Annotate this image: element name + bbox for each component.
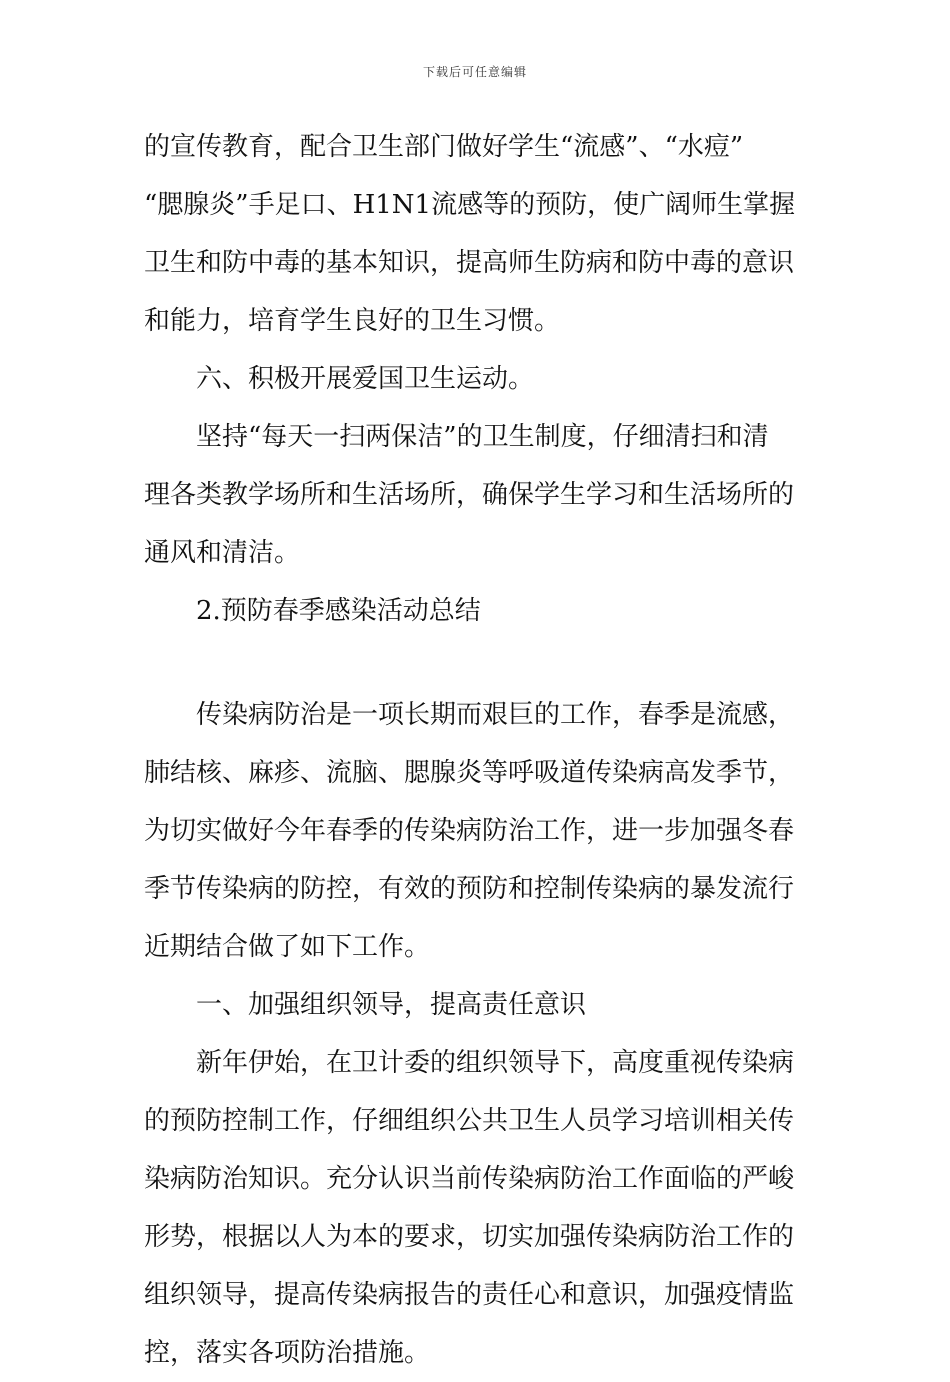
text-line: 肺结核、麻疹、流脑、腮腺炎等呼吸道传染病高发季节， (144, 758, 795, 788)
text-line: 形势，根据以人为本的要求，切实加强传染病防治工作的 (144, 1222, 795, 1252)
text-line: 控，落实各项防治措施。 (144, 1338, 431, 1368)
text-line: 近期结合做了如下工作。 (144, 932, 431, 962)
text-line: 染病防治知识。充分认识当前传染病防治工作面临的严峻 (144, 1164, 795, 1194)
paragraph-start-line: 传染病防治是一项长期而艰巨的工作，春季是流感， (196, 700, 795, 730)
paragraph-start-line: 新年伊始，在卫计委的组织领导下，高度重视传染病 (196, 1048, 795, 1078)
section-heading: 六、积极开展爱国卫生运动。 (196, 364, 535, 394)
text-line: 和能力，培育学生良好的卫生习惯。 (144, 306, 561, 336)
text-line: 通风和清洁。 (144, 538, 301, 568)
text-line: 的宣传教育，配合卫生部门做好学生“流感”、“水痘” (144, 132, 744, 162)
text-line: 季节传染病的防控，有效的预防和控制传染病的暴发流行 (144, 874, 795, 904)
text-line: 组织领导，提高传染病报告的责任心和意识，加强疫情监 (144, 1280, 795, 1310)
text-line: 理各类教学场所和生活场所，确保学生学习和生活场所的 (144, 480, 795, 510)
text-line: 的预防控制工作，仔细组织公共卫生人员学习培训相关传 (144, 1106, 795, 1136)
article-title: 2.预防春季感染活动总结 (196, 596, 481, 626)
page-header: 下载后可任意编辑 (422, 65, 527, 79)
text-line: 为切实做好今年春季的传染病防治工作，进一步加强冬春 (144, 816, 795, 846)
section-heading: 一、加强组织领导，提高责任意识 (196, 990, 587, 1020)
blank-spacer (144, 640, 812, 686)
text-line: 卫生和防中毒的基本知识，提高师生防病和防中毒的意识 (144, 248, 795, 278)
paragraph-start-line: 坚持“每天一扫两保洁”的卫生制度，仔细清扫和清 (196, 422, 769, 452)
document-body (144, 118, 812, 1382)
text-line: “腮腺炎”手足口、H1N1流感等的预防，使广阔师生掌握 (144, 190, 796, 220)
